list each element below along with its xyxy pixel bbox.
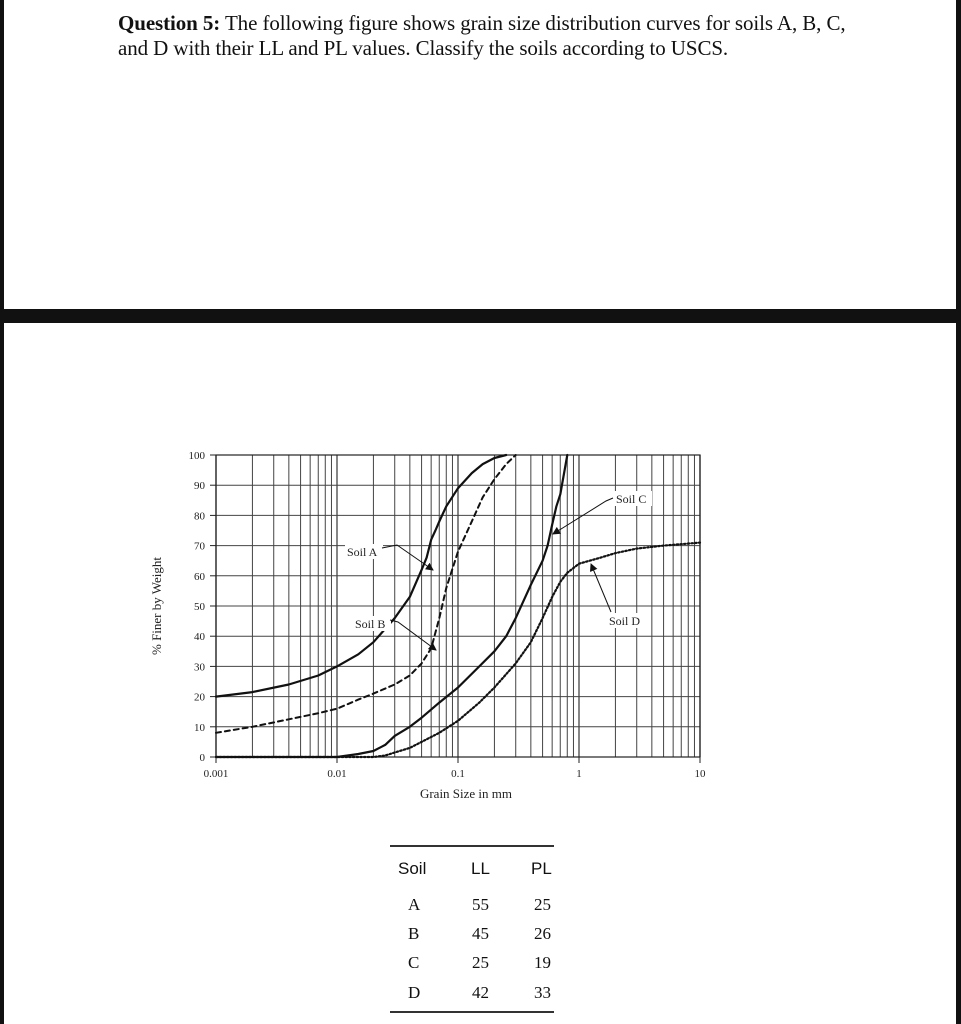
y-tick-label: 60 (194, 570, 205, 583)
table-header-ll: LL (471, 859, 490, 878)
question-body: The following figure shows grain size distribution curves for soils A, B, C, and D with their LL and PL values. Classify the soils according to USCS. (118, 11, 846, 60)
annotation-label: Soil C (616, 492, 647, 506)
table-cell-soil: C (408, 953, 420, 972)
table-cell-pl: 33 (534, 983, 551, 1002)
y-tick-label: 80 (194, 510, 205, 523)
table-cell-pl: 19 (534, 953, 551, 972)
table-header-pl: PL (531, 859, 552, 878)
table-cell-pl: 25 (534, 895, 551, 914)
x-tick-label: 10 (694, 768, 706, 780)
table-cell-soil: D (408, 983, 421, 1002)
annotation-label: Soil D (609, 614, 641, 628)
table-header-soil: Soil (398, 859, 427, 878)
y-tick-label: 0 (199, 752, 205, 764)
table-cell-ll: 45 (472, 924, 489, 943)
table-top-rule (390, 845, 554, 847)
y-tick-label: 40 (194, 631, 205, 644)
table-cell-pl: 26 (534, 924, 551, 943)
x-tick-label: 0.01 (327, 768, 347, 780)
y-tick-label: 70 (194, 540, 205, 553)
annotation-label: Soil A (347, 545, 378, 559)
table-cell-soil: A (408, 895, 421, 914)
table-cell-ll: 55 (472, 895, 489, 914)
y-tick-label: 90 (194, 480, 205, 493)
table-cell-soil: B (408, 924, 420, 943)
y-axis-label: % Finer by Weight (149, 556, 164, 656)
x-tick-label: 0.001 (203, 768, 229, 780)
x-tick-label: 1 (576, 768, 582, 780)
x-tick-label: 0.1 (451, 768, 465, 780)
annotation-arrow (382, 545, 433, 570)
table-bottom-rule (390, 1011, 554, 1013)
y-tick-label: 50 (194, 601, 205, 613)
y-tick-label: 30 (194, 661, 205, 674)
table-cell-ll: 42 (472, 983, 489, 1002)
annotation-arrow (591, 564, 611, 612)
x-axis-label: Grain Size in mm (419, 786, 513, 801)
table-cell-ll: 25 (472, 953, 489, 972)
annotation-arrow (553, 498, 613, 534)
annotation-arrow (390, 620, 436, 650)
question-label: Question 5: (118, 11, 221, 35)
y-tick-label: 100 (188, 450, 205, 462)
annotation-label: Soil B (355, 617, 386, 631)
y-tick-label: 10 (194, 721, 205, 734)
y-tick-label: 20 (194, 691, 205, 704)
